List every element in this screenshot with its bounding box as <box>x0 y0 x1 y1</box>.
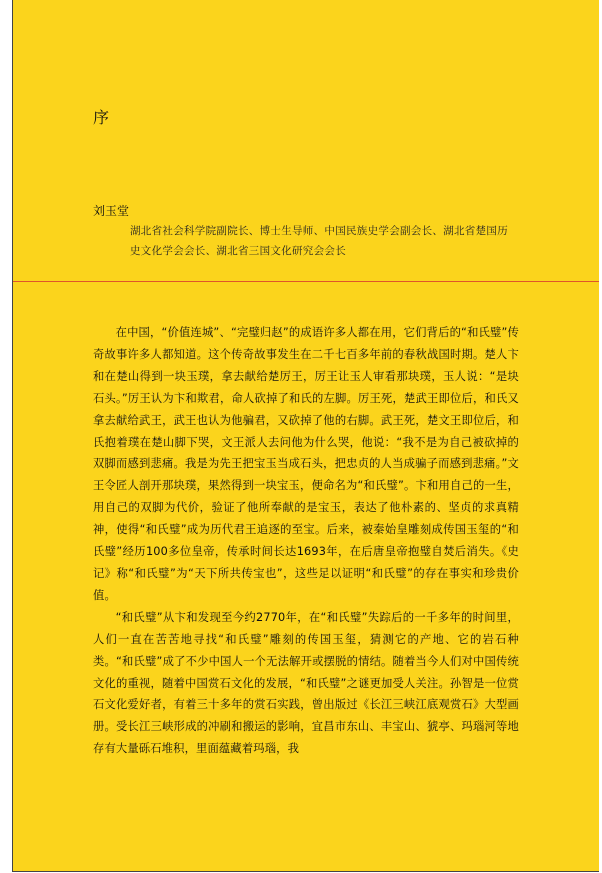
paragraph: “和氏璧”从卞和发现至今约2770年，在“和氏璧”失踪后的一千多年的时间里，人们一直在苦苦地寻找“和氏璧”雕刻的传国玉玺，猜测它的产地、它的岩石种类。“和氏璧”成了不少中国人一个无法解开或摆脱的情结。随着当今人们对中国传统文化的重视，随着中国赏石文化的发展，“和氏璧”之谜更加受人关注。孙智是一位赏石文化爱好者，有着三十多年的赏石实践，曾出版过《长江三峡江底观赏石》大型画册。受长江三峡形成的冲刷和搬运的影响，宜昌市东山、丰宝山、猇亭、玛瑙河等地存有大量砾石堆积，里面蕴藏着玛瑙，我 <box>93 610 519 756</box>
author-name: 刘玉堂 <box>93 204 130 218</box>
author-description: 湖北省社会科学院副院长、博士生导师、中国民族史学会副会长、湖北省楚国历史文化学会会长、湖北省三国文化研究会会长 <box>130 225 508 257</box>
section-divider <box>13 281 601 282</box>
body-text <box>93 322 519 760</box>
page-title: 序 <box>93 108 111 127</box>
book-page <box>12 0 601 872</box>
paragraph: 在中国，“价值连城”、“完璧归赵”的成语许多人都在用，它们背后的“和氏璧”传奇故事许多人都知道。这个传奇故事发生在二千七百多年前的春秋战国时期。楚人卞和在楚山得到一块玉璞，拿去献给楚厉王，厉王让玉人审看那块璞，玉人说：“是块石头。”厉王认为卞和欺君，命人砍掉了和氏的左脚。厉王死，楚武王即位后，和氏又拿去献给武王，武王也认为他骗君，又砍掉了他的右脚。武王死，楚文王即位后，和氏抱着璞在楚山脚下哭，文王派人去问他为什么哭，他说：“我不是为自己被砍掉的双脚而感到悲痛。我是为先王把宝玉当成石头，把忠贞的人当成骗子而感到悲痛。”文王令匠人剖开那块璞，果然得到一块宝玉，便命名为“和氏璧”。卞和用自己的一生，用自己的双脚为代价，验证了他所奉献的是宝玉，表达了他朴素的、坚贞的求真精神，使得“和氏璧”成为历代君王追逐的至宝。后来，被秦始皇雕刻成传国玉玺的“和氏璧”经历100多位皇帝，传承时间长达1693年，在后唐皇帝抱璧自焚后消失。《史记》称“和氏璧”为“天下所共传宝也”，这些足以证明“和氏璧”的存在事实和珍贵价值。 <box>93 326 519 602</box>
